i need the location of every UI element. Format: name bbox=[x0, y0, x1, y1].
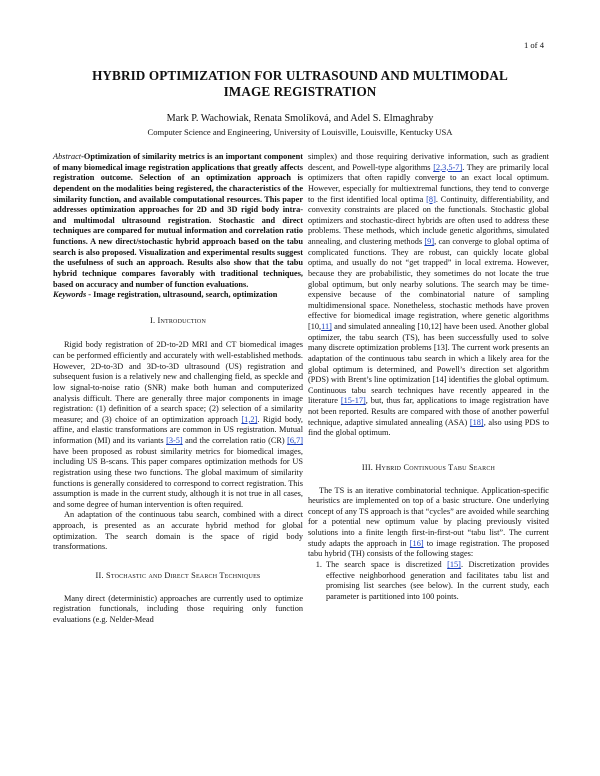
stochastic-paragraph-1: Many direct (deterministic) approaches are currently used to optimize registration functionals, including those requiring only function evaluations (e.g. Nelder-Mead bbox=[53, 593, 303, 624]
page-number: 1 of 4 bbox=[523, 40, 544, 50]
intro-text-b: . Rigid body, affine, and elastic transformations are common in US registration. Mutual information (MI) and its variants bbox=[53, 414, 303, 445]
tabu-text-a: The TS is an iterative combinatorial technique. Application-specific heuristics are implemented on top of a basic structure. One underlying concept of any TS approach is that “cycles” are avoided while searching for a potential new optimum value by placing previously visited solutions into a finite length first-in-first-out “tabu list”. The current study adapts the approach in bbox=[308, 485, 549, 548]
stochastic-paragraph-continued bbox=[308, 152, 549, 439]
right-text-b: . They are primarily local optimizers that often rapidly converge to an exact local optimum. However, especially for multiextremal functions, they tend to converge to the first identified local optima bbox=[308, 162, 549, 204]
keywords-text: - Image registration, ultrasound, search, optimization bbox=[86, 290, 278, 300]
right-column bbox=[308, 152, 549, 602]
right-text-e: and simulated annealing [10,12] have been used. Another global optimizer, the tabu search (TS), has been successfully used to solve many discrete optimization problems [13]. The current work presents an adaptation of the continuous tabu search in which a likely area for the global optimum is determined, and Powell’s direction set algorithm (PDS) with Brent’s line optimization [14] identifies the global optimum. Continuous tabu search techniques have recently appeared in the literature bbox=[308, 322, 549, 406]
citation-link[interactable]: [18] bbox=[469, 417, 484, 427]
section-heading-stochastic: II. Stochastic and Direct Search Techniques bbox=[95, 570, 261, 580]
right-text-d: , can converge to global optima of complicated functions. They are robust, can quickly locate global optima, and usually do not “get trapped” in local extrema. However, because they are probabilistic, they sometimes do not locate the true global optimum, but only nearby solutions. The search may be time-expensive because of the combinatorial nature of sampling multidimensional space. Nonetheless, stochastic methods have proven effective for biomedical image registration, where genetic algorithms [10, bbox=[308, 237, 550, 331]
tabu-stages-list bbox=[308, 560, 549, 603]
right-text-c: . Continuity, differentiability, and convexity constraints are placed on the functionals. Stochastic global optimizers and stochastic-direct hybrids are often used to address these problems. These methods, which include genetic algorithms, simulated annealing, and clustering methods bbox=[308, 194, 549, 246]
citation-link[interactable]: 11] bbox=[321, 322, 332, 331]
stage-text-b: . Discretization provides effective neighborhood generation and facilitates tabu list and promising list searches (see below). In the current study, each parameter is partitioned into 100 points. bbox=[326, 559, 549, 601]
tabu-text-b: to image registration. The proposed tabu hybrid (TH) consists of the following stages: bbox=[308, 538, 549, 559]
abstract-text: -Optimization of similarity metrics is an important component of many biomedical image registration applications that greatly affects registration outcome. Selection of an optimization approach is dependent on the modalities being registered, the characteristics of the similarity function, and available computational resources. This paper addresses optimization approaches for 2D and 3D rigid body intra- and multimodal ultrasound registration. Stochastic and direct techniques are compared for mutual information and correlation ratio functions. A new direct/stochastic hybrid approach based on the tabu search is also proposed. Visualization and experimental results suggest the usefulness of such an approach. Results also show that the tabu hybrid technique compares favorably with traditional techniques, based on accuracy and number of function evaluations. bbox=[53, 152, 303, 289]
citation-link[interactable]: [8] bbox=[426, 194, 436, 204]
left-column bbox=[53, 152, 303, 625]
stage-text-a: The search space is discretized bbox=[326, 559, 448, 569]
paper-title bbox=[0, 68, 600, 100]
affiliation: Computer Science and Engineering, University of Louisville, Louisville, Kentucky USA bbox=[147, 127, 453, 137]
right-text-f: , but, thus far, applications to image registration have not been reported. Results are compared with those of another powerful technique, adaptive simulated annealing (ASA) bbox=[308, 396, 549, 427]
citation-link[interactable]: [16] bbox=[409, 538, 424, 548]
intro-text-c: and the correlation ratio (CR) bbox=[182, 436, 288, 445]
intro-paragraph-2: An adaptation of the continuous tabu search, combined with a direct approach, is presented as an accurate hybrid method for global optimization. The search domain is the space of rigid body transformations. bbox=[53, 510, 303, 552]
keywords-label: Keywords bbox=[53, 290, 87, 300]
title-line-2: IMAGE REGISTRATION bbox=[223, 84, 377, 99]
abstract-label: Abstract bbox=[53, 152, 82, 161]
tabu-paragraph-1 bbox=[308, 486, 549, 560]
citation-link[interactable]: [2,3,5-7] bbox=[433, 162, 463, 172]
citation-link[interactable]: [9] bbox=[424, 237, 435, 246]
intro-text-a: Rigid body registration of 2D-to-2D MRI and CT biomedical images can be performed efficiently and accurately with well-established methods. However, 2D-to-3D and 3D-to-3D ultrasound (US) registration and subsequent fusion is a relatively new and challenging field, as speckle and low signal-to-noise ratio (SNR) make both human and computerized analysis difficult. There are generally three major components in image registration: (1) definition of a search space; (2) selection of a similarity measure; and (3) choice of an optimization approach bbox=[53, 340, 303, 424]
citation-link[interactable]: [1,2] bbox=[241, 414, 258, 424]
intro-text-d: have been proposed as robust similarity metrics for biomedical images, including US B-scans. This paper compares optimization methods for US registration using these two functions. The global maximum of similarity functions is generally considered to correspond to correct registration. This assumption is made in the current study, although it is not true in all cases, and some degree of human intervention is often required. bbox=[53, 446, 303, 509]
section-heading-introduction: I. Introduction bbox=[149, 315, 206, 325]
right-text-g: , also using PDS to find the global optimum. bbox=[308, 417, 550, 438]
authors: Mark P. Wachowiak, Renata Smolíková, and Adel S. Elmaghraby bbox=[166, 113, 434, 124]
citation-link[interactable]: [6,7] bbox=[287, 436, 304, 445]
citation-link[interactable]: [3-5] bbox=[166, 436, 183, 445]
abstract bbox=[53, 152, 303, 290]
list-item bbox=[324, 560, 549, 603]
title-line-1: HYBRID OPTIMIZATION FOR ULTRASOUND AND MULTIMODAL bbox=[92, 68, 508, 83]
citation-link[interactable]: [15-17] bbox=[340, 396, 366, 406]
citation-link[interactable]: [15] bbox=[447, 559, 461, 569]
intro-paragraph-1 bbox=[53, 340, 303, 510]
section-heading-tabu: III. Hybrid Continuous Tabu Search bbox=[361, 462, 496, 472]
right-text-a: simplex) and those requiring derivative information, such as gradient descent, and Powell-type algorithms bbox=[308, 152, 549, 172]
keywords bbox=[53, 290, 303, 301]
